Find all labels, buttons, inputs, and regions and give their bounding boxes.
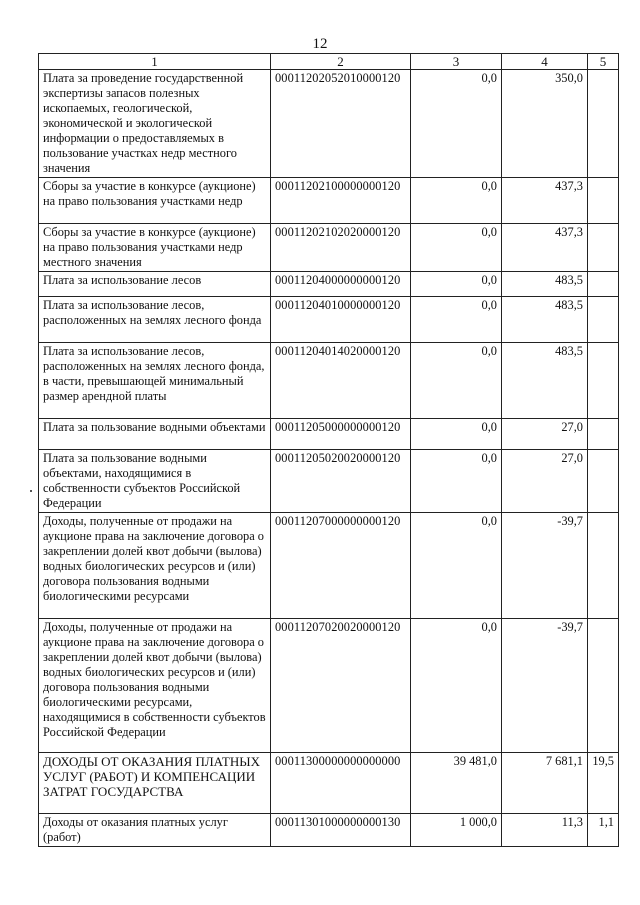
row-code: 00011205020020000120	[271, 450, 411, 513]
table-row	[39, 178, 619, 224]
table-row	[39, 419, 619, 450]
row-plan: 1 000,0	[411, 814, 502, 847]
row-percent: 1,1	[588, 814, 619, 847]
column-header-4: 4	[502, 54, 588, 70]
column-header-3: 3	[411, 54, 502, 70]
row-percent	[588, 224, 619, 272]
row-code: 00011301000000000130	[271, 814, 411, 847]
row-plan: 0,0	[411, 224, 502, 272]
row-actual: -39,7	[502, 513, 588, 619]
table-row	[39, 513, 619, 619]
table-row	[39, 753, 619, 814]
row-percent	[588, 450, 619, 513]
row-percent	[588, 419, 619, 450]
row-name: Плата за использование лесов, расположенных на землях лесного фонда	[39, 297, 271, 343]
row-code: 00011204010000000120	[271, 297, 411, 343]
table-row	[39, 224, 619, 272]
row-actual: 483,5	[502, 297, 588, 343]
row-name: Плата за использование лесов	[39, 272, 271, 297]
table-row	[39, 619, 619, 753]
row-plan: 0,0	[411, 272, 502, 297]
row-actual: 27,0	[502, 419, 588, 450]
row-code: 00011204014020000120	[271, 343, 411, 419]
row-plan: 0,0	[411, 343, 502, 419]
row-actual: 437,3	[502, 224, 588, 272]
table-row	[39, 272, 619, 297]
row-actual: 350,0	[502, 70, 588, 178]
row-name: Сборы за участие в конкурсе (аукционе) на право пользования участками недр местного значения	[39, 224, 271, 272]
row-percent	[588, 513, 619, 619]
row-plan: 0,0	[411, 450, 502, 513]
row-percent: 19,5	[588, 753, 619, 814]
row-plan: 0,0	[411, 513, 502, 619]
row-code: 00011202102020000120	[271, 224, 411, 272]
table-header-row	[39, 54, 619, 70]
scan-speck	[30, 490, 32, 492]
row-name: Плата за использование лесов, расположенных на землях лесного фонда, в части, превышающей минимальный размер арендной платы	[39, 343, 271, 419]
row-percent	[588, 178, 619, 224]
row-code: 00011204000000000120	[271, 272, 411, 297]
row-actual: 437,3	[502, 178, 588, 224]
row-name: Плата за пользование водными объектами, находящимися в собственности субъектов Российской Федерации	[39, 450, 271, 513]
row-plan: 0,0	[411, 619, 502, 753]
row-percent	[588, 343, 619, 419]
row-name: Доходы, полученные от продажи на аукционе права на заключение договора о закреплении долей квот добычи (вылова) водных биологических ресурсов и (или) договора пользования водными биологическими ресурсами, находящимися в собственности субъектов Российской Федерации	[39, 619, 271, 753]
row-name: ДОХОДЫ ОТ ОКАЗАНИЯ ПЛАТНЫХ УСЛУГ (РАБОТ) И КОМПЕНСАЦИИ ЗАТРАТ ГОСУДАРСТВА	[39, 753, 271, 814]
table-row	[39, 450, 619, 513]
row-actual: 7 681,1	[502, 753, 588, 814]
table-row	[39, 343, 619, 419]
row-percent	[588, 619, 619, 753]
row-plan: 0,0	[411, 70, 502, 178]
row-name: Плата за проведение государственной экспертизы запасов полезных ископаемых, геологической, экономической и экологической информации о предоставляемых в пользование участках недр местного значения	[39, 70, 271, 178]
row-name: Плата за пользование водными объектами	[39, 419, 271, 450]
row-code: 00011207020020000120	[271, 619, 411, 753]
budget-table	[38, 53, 619, 847]
row-code: 00011207000000000120	[271, 513, 411, 619]
row-code: 00011300000000000000	[271, 753, 411, 814]
table-row	[39, 70, 619, 178]
row-plan: 0,0	[411, 178, 502, 224]
row-plan: 39 481,0	[411, 753, 502, 814]
row-actual: 483,5	[502, 343, 588, 419]
row-name: Доходы от оказания платных услуг (работ)	[39, 814, 271, 847]
row-code: 00011205000000000120	[271, 419, 411, 450]
row-actual: 483,5	[502, 272, 588, 297]
row-plan: 0,0	[411, 297, 502, 343]
page-number: 12	[312, 36, 328, 52]
table-row	[39, 297, 619, 343]
row-code: 00011202100000000120	[271, 178, 411, 224]
row-actual: -39,7	[502, 619, 588, 753]
row-plan: 0,0	[411, 419, 502, 450]
row-actual: 27,0	[502, 450, 588, 513]
row-name: Сборы за участие в конкурсе (аукционе) на право пользования участками недр	[39, 178, 271, 224]
column-header-5: 5	[588, 54, 619, 70]
row-name: Доходы, полученные от продажи на аукционе права на заключение договора о закреплении долей квот добычи (вылова) водных биологических ресурсов и (или) договора пользования водными биологическими ресурсами	[39, 513, 271, 619]
row-percent	[588, 70, 619, 178]
row-code: 00011202052010000120	[271, 70, 411, 178]
column-header-2: 2	[271, 54, 411, 70]
row-percent	[588, 297, 619, 343]
row-percent	[588, 272, 619, 297]
table-row	[39, 814, 619, 847]
row-actual: 11,3	[502, 814, 588, 847]
column-header-1: 1	[39, 54, 271, 70]
